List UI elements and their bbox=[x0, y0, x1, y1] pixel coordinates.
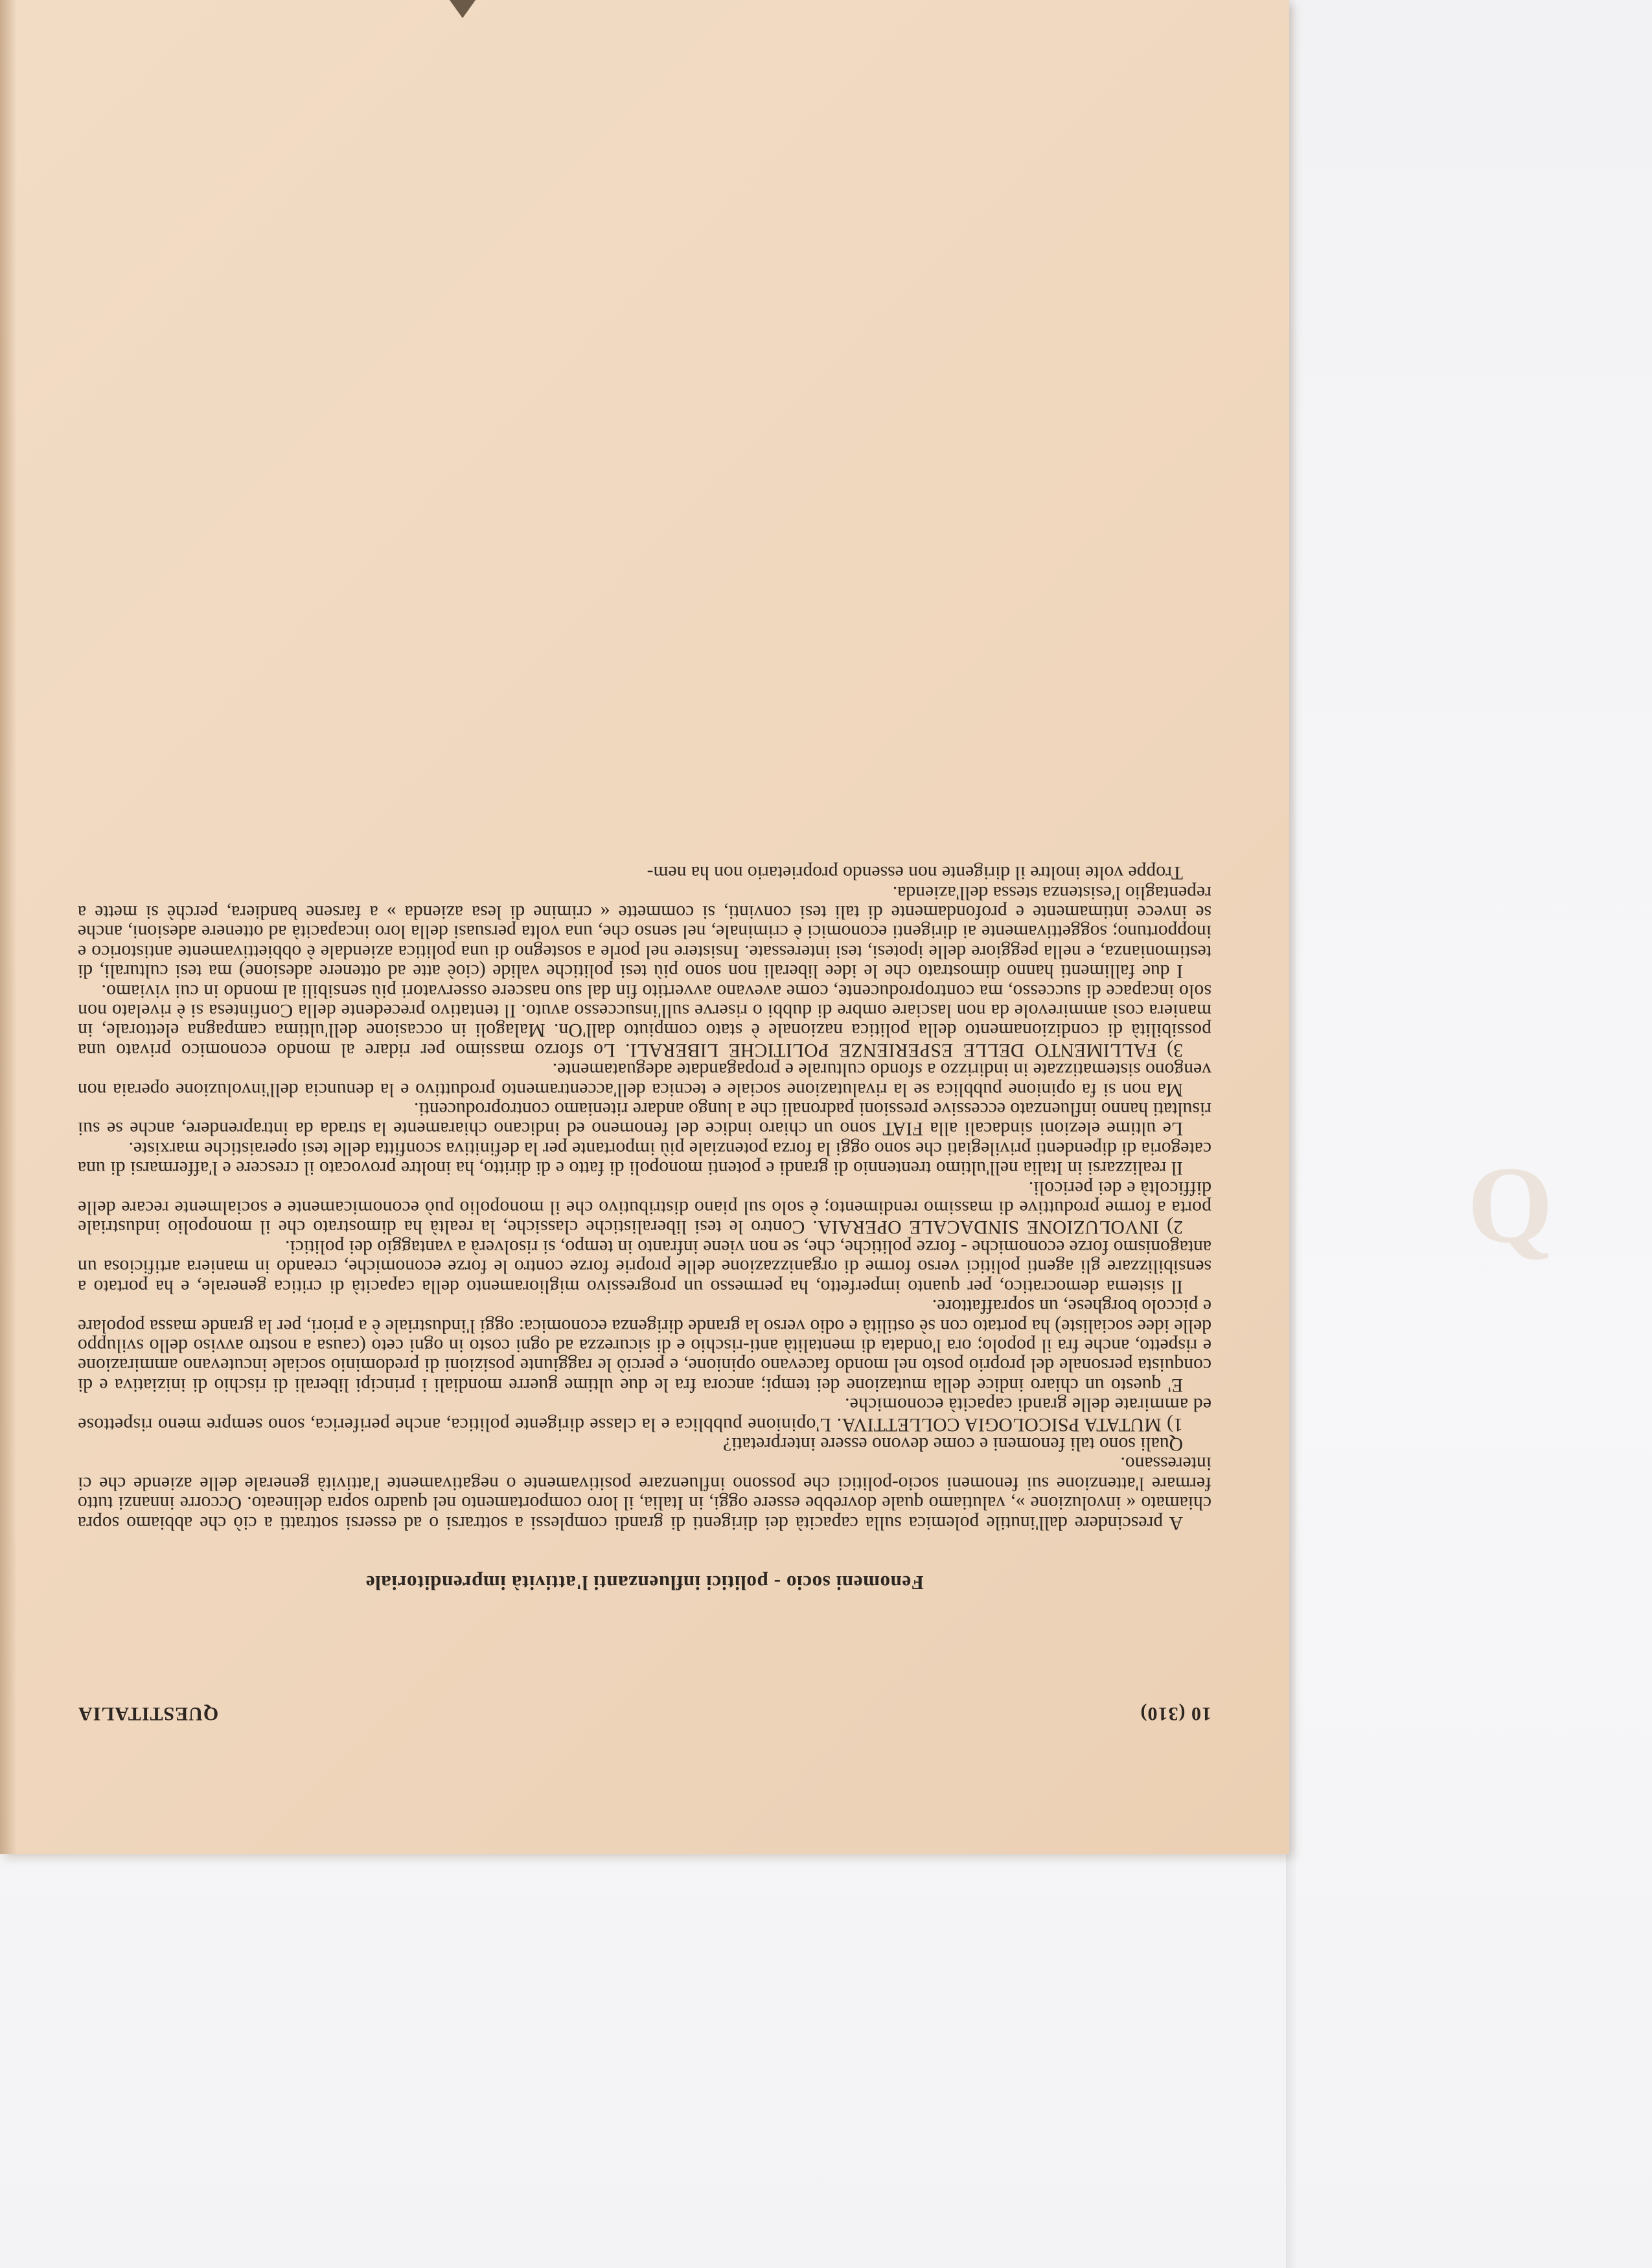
section-2-union-involution: 2) INVOLUZIONE SINDACALE OPERAIA. Contro le tesi liberalistiche classiche, la realtà ha dimostrato che il monopolio industriale porta a forme produttive di massimo rendimento; è solo sul piano distributivo che il monopolio può economicamente e socialmente recare delle difficoltà e dei pericoli. bbox=[78, 1177, 1211, 1238]
torn-edge-mark bbox=[450, 0, 476, 18]
article-title: Fenomeni socio - politici influenzanti l'attività imprenditoriale bbox=[365, 1572, 924, 1594]
bleed-through-glyph: Q bbox=[1467, 1144, 1554, 1266]
paragraph-question: Quali sono tali fenomeni e come devono essere interpretati? bbox=[723, 1433, 1183, 1454]
paragraph-two-failures: I due fallimenti hanno dimostrato che le idee liberali non sono più tesi politiche valide (cioè atte ad ottenere adesione) ma tesi culturali, di testimonianza, e nella peggiore delle ipotesi, tesi interessate. Insistere nel porle a sostegno di una politica aziendale è obbiettivamente antistorico e inopportuno; soggettivamente ai dirigenti economici è criminale, nel senso che, una volta persuasi della loro incapacità ad ottenere adesioni, anche se invece intimamente e profondamente di tali tesi convinti, si commette « crimine di lesa azienda » a farsene bandiera, perchè si mette a repentaglio l'esistenza stessa dell'azienda. bbox=[78, 882, 1211, 982]
article-body bbox=[78, 863, 1211, 1533]
section-3-liberal-failure: 3) FALLIMENTO DELLE ESPERIENZE POLITICHE LIBERALI. Lo sforzo massimo per ridare al mondo economico privato una possibilità di condizionamento della politica nazionale è stato compiuto dall'On. Malagoli in occasione dell'ultima campagna elettorale, in maniera così ammirevole da non lasciare ombre di dubbi o riserve sull'insuccesso avuto. Il tentativo precedente della Confintesa si è rivelato non solo incapace di successo, ma controproducente, come avevano avvertito fin dal suo nascere osservatori più sensibili al mondo in cui viviamo. bbox=[78, 980, 1211, 1060]
paragraph-closing: Troppe volte inoltre il dirigente non essendo proprietario non ha nem- bbox=[647, 862, 1183, 884]
page-folio: 10 (310) bbox=[1140, 1703, 1211, 1724]
printed-page-upside-down bbox=[78, 130, 1211, 1723]
running-head bbox=[78, 1682, 1211, 1723]
paragraph-fiat-elections: Le ultime elezioni sindacali alla FIAT sono un chiaro indice del fenomeno ed indicano chiaramente la strada da intraprendere, anche se sui risultati hanno influenzato eccessive pressioni padronali che a lungo andare riteniamo controproducenti. bbox=[78, 1099, 1211, 1140]
page-binding-shadow bbox=[0, 0, 17, 1854]
paragraph-intro: A prescindere dall'inutile polemica sulla capacità dei dirigenti di grandi complessi a sottrarsi o ad essersi sottratti a ciò che abbiamo sopra chiamato « involuzione », valutiamo quale dovrebbe essere oggi, in Italia, il loro comportamento nel quadro sopra delineato. Occorre innanzi tutto fermare l'attenzione sui fenomeni socio-politici che possono influenzare positivamente o negativamente l'attività generale delle aziende che ci interessano. bbox=[78, 1453, 1211, 1533]
paragraph-public-opinion: Ma non si fa opinione pubblica se la rivalutazione sociale e tecnica dell'accentramento produttivo e la denuncia dell'involuzione operaia non vengono sistematizzate in indirizzo a sfondo culturale e propagandate adeguatamente. bbox=[78, 1059, 1211, 1100]
paragraph-mutation: E' questo un chiaro indice della mutazione dei tempi; ancora fra le due ultime guerre mondiali i principi liberali di rischio di iniziativa e di conquista personale del proprio posto nel mondo facevano opinione, e perciò le raggiunte posizioni di predominio sociale incutevano ammirazione e rispetto, anche fra il popolo; ora l'ondata di mentalità anti-rischio e di sicurezza ad ogni costo in ogni ceto (causa a nostro avviso dello sviluppo delle idee socialiste) ha portato con sè ostilità e odio verso la grande dirigenza economica: oggi l'industriale è a priori, per la grande massa popolare e piccolo borghese, un sopraffattore. bbox=[78, 1296, 1211, 1395]
paragraph-democratic-system: Il sistema democratico, per quanto imperfetto, ha permesso un progressivo miglioramento della capacità di critica generale, e ha portato a sensibilizzare gli agenti politici verso forme di organizzazione delle proprie forze contro le forze economiche, creando in maniera artificiosa un antagonismo forze economiche - forze politiche, che, se non viene infranto in tempo, si risolverà a vantaggio dei politici. bbox=[78, 1236, 1211, 1297]
paragraph-monopolies: Il realizzarsi in Italia nell'ultimo trentennio di grandi e potenti monopoli di fatto e di diritto, ha inoltre provocato il crescere e l'affermarsi di una categoria di dipendenti privilegiati che sono oggi la forza potenziale più importante per la definitiva sconfitta delle tesi operaistiche marxiste. bbox=[78, 1138, 1211, 1179]
section-1-collective-psychology: 1) MUTATA PSICOLOGIA COLLETTIVA. L'opinione pubblica e la classe dirigente politica, anche periferica, sono sempre meno rispettose ed ammirate delle grandi capacità economiche. bbox=[78, 1394, 1211, 1435]
journal-name: QUESTITALIA bbox=[78, 1703, 219, 1724]
